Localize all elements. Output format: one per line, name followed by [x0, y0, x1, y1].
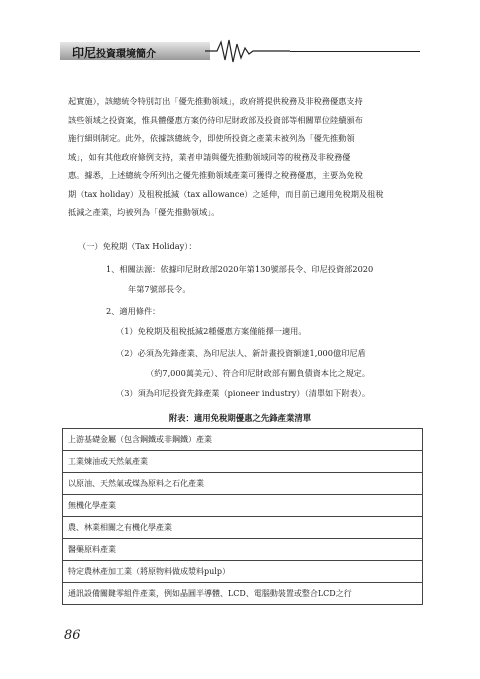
header-title-main: 印尼	[72, 46, 97, 60]
condition-2: （2）必須為先鋒產業、為印尼法人、新計畫投資額達1,000億印尼盾	[116, 348, 366, 358]
running-header	[0, 36, 480, 64]
paragraph-line: 惠。據悉，上述總統令所列出之優先推動領域產業可獲得之稅務優惠，主要為免稅	[68, 170, 363, 180]
paragraph-line: 期（tax holiday）及租稅抵減（tax allowance）之延伸，而目前已適用免稅期及租稅	[68, 188, 384, 199]
paragraph-line: 域」，如有其他政府條例支持，業者申請與優先推動領域同等的稅務及非稅務優	[68, 151, 351, 162]
pioneer-industry-table	[62, 428, 423, 605]
sub-item-1-cont: 年第7號部長令。	[128, 284, 191, 294]
table-title: 附表：適用免稅期優惠之先鋒產業清單	[168, 413, 312, 423]
table-row: 以原油、天然氣或煤為原料之石化產業	[63, 473, 422, 495]
condition-3: （3）須為印尼投資先鋒產業（pioneer industry）（清單如下附表）。	[116, 388, 371, 398]
table-row: 上游基礎金屬（包含鋼鐵或非鋼鐵）產業	[63, 429, 422, 451]
header-title	[72, 44, 156, 61]
table-row: 醫藥原料產業	[63, 539, 422, 561]
heartbeat-wave-icon	[205, 36, 295, 66]
table-row: 特定農林產加工業（將原物料做成漿料pulp）	[63, 561, 422, 583]
table-row: 工業煉油或天然氣產業	[63, 451, 422, 473]
table-row: 無機化學產業	[63, 495, 422, 517]
table-row: 通訊設備關鍵零組件產業，例如晶圓半導體、LCD、電腦動裝置或整合LCD之行	[63, 583, 422, 605]
intro-paragraph	[68, 92, 428, 222]
sub-item-2: 2、適用條件：	[106, 306, 161, 316]
condition-1: （1）免稅期及租稅抵減2種優惠方案僅能擇一適用。	[116, 326, 307, 336]
paragraph-line: 該些領域之投資案，惟具體優惠方案仍待印尼財政部及投資部等相關單位陸續頒布	[68, 114, 363, 125]
table-row: 農、林業相關之有機化學產業	[63, 517, 422, 539]
paragraph-line: 抵減之產業，均被列為「優先推動領域」。	[68, 207, 220, 217]
section-heading: （一）免稅期（Tax Holiday）：	[78, 241, 197, 251]
page-number: 86	[64, 628, 81, 643]
paragraph-line: 起實施），該總統令特別訂出「優先推動領域」，政府將提供稅務及非稅務優惠支持	[68, 96, 363, 106]
header-title-rest: 投資環境簡介	[96, 49, 157, 60]
header-rule	[290, 51, 420, 52]
paragraph-line: 施行細則制定。此外，依據該總統令，即使所投資之產業未被列為「優先推動領	[68, 133, 355, 143]
sub-item-1: 1、相關法源：依據印尼財政部2020年第130號部長令、印尼投資部2020	[106, 264, 374, 274]
condition-2-cont: （約7,000萬美元）、符合印尼財政部有關負債資本比之規定。	[146, 368, 371, 378]
